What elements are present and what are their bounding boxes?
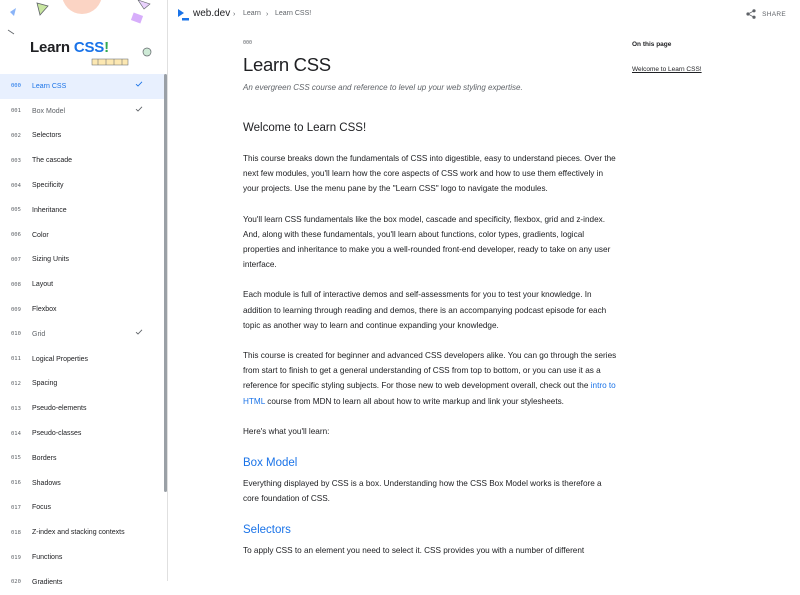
learn-list-intro: Here's what you'll learn: bbox=[243, 426, 330, 436]
toc-title: On this page bbox=[632, 41, 672, 48]
module-label: Sizing Units bbox=[32, 256, 69, 264]
module-label: The cascade bbox=[32, 157, 73, 165]
module-number: 019 bbox=[11, 554, 21, 561]
sidebar-item-flexbox[interactable] bbox=[0, 297, 165, 322]
share-button[interactable] bbox=[746, 9, 786, 19]
module-number: 012 bbox=[11, 380, 21, 387]
green-circle-shape bbox=[143, 48, 151, 56]
sidebar-item-color[interactable] bbox=[0, 223, 165, 248]
module-number: 004 bbox=[11, 182, 21, 189]
selectors-heading[interactable]: Selectors bbox=[243, 524, 291, 537]
module-label: Pseudo-classes bbox=[32, 430, 82, 438]
module-label: Shadows bbox=[32, 479, 61, 487]
peach-circle-shape bbox=[62, 0, 102, 14]
logo-bang-text: ! bbox=[104, 39, 109, 56]
breadcrumb-separator: › bbox=[266, 11, 269, 18]
module-number: 018 bbox=[11, 529, 21, 536]
module-number: 011 bbox=[11, 356, 21, 363]
module-number: 009 bbox=[11, 306, 21, 313]
breadcrumb-learn-css[interactable]: Learn CSS! bbox=[275, 10, 312, 17]
modules-paragraph: Each module is full of interactive demos and self-assessments for you to test your knowledge. In addition to learning through reading and demos, there is an accompanying podcast episode for each topic as another way to learn and continue expanding your knowledge. bbox=[243, 290, 607, 330]
top-bar bbox=[168, 0, 800, 30]
sidebar-item-pseudo-classes[interactable] bbox=[0, 421, 165, 446]
course-logo[interactable] bbox=[30, 39, 109, 56]
intro-to-html-link[interactable]: intro to HTML bbox=[243, 381, 616, 406]
module-number: 013 bbox=[11, 405, 21, 412]
module-label: Grid bbox=[32, 330, 46, 338]
module-number: 020 bbox=[11, 579, 21, 586]
purple-square-shape bbox=[131, 13, 143, 24]
share-icon bbox=[746, 9, 756, 19]
toc-link-welcome[interactable]: Welcome to Learn CSS! bbox=[632, 66, 702, 73]
sidebar-item-shadows[interactable] bbox=[0, 471, 165, 496]
audience-text-end: course from MDN to learn all about how to write markup and link your stylesheets. bbox=[264, 396, 564, 406]
check-icon bbox=[135, 80, 143, 88]
sidebar-item-z-index-and-stacking-contexts[interactable] bbox=[0, 520, 165, 545]
module-number: 007 bbox=[11, 256, 21, 263]
module-label: Learn CSS bbox=[32, 82, 67, 90]
course-hero bbox=[0, 0, 168, 72]
module-number: 008 bbox=[11, 281, 21, 288]
module-number: 003 bbox=[11, 157, 21, 164]
fundamentals-paragraph: You'll learn CSS fundamentals like the box model, cascade and specificity, flexbox, grid and z-index. And, along with these fundamentals, you'll learn about functions, color types, gradients, logical properties and inheritance to make you a well-rounded front-end developer, ready to take on any user interface. bbox=[243, 214, 611, 270]
hero-decoration bbox=[0, 0, 168, 72]
module-label: Specificity bbox=[32, 182, 64, 190]
small-triangle-shape bbox=[10, 8, 16, 16]
module-label: Borders bbox=[32, 454, 57, 462]
module-label: Z-index and stacking contexts bbox=[32, 529, 125, 537]
sidebar-item-borders[interactable] bbox=[0, 446, 165, 471]
sidebar-scrollbar[interactable] bbox=[164, 74, 167, 492]
module-label: Flexbox bbox=[32, 306, 57, 314]
sidebar-item-layout[interactable] bbox=[0, 272, 165, 297]
module-label: Functions bbox=[32, 554, 63, 562]
module-label: Logical Properties bbox=[32, 355, 89, 363]
welcome-heading: Welcome to Learn CSS! bbox=[243, 122, 367, 134]
sidebar-item-spacing[interactable] bbox=[0, 372, 165, 397]
module-number: 002 bbox=[11, 132, 21, 139]
audience-text: This course is created for beginner and advanced CSS developers alike. You can go through the series from start to finish to get a general understanding of CSS from top to bottom, or you can use it as a reference for specific styling subjects. For those new to web development overall, check out the bbox=[243, 351, 617, 391]
module-number: 005 bbox=[11, 207, 21, 214]
module-list bbox=[0, 74, 165, 595]
sidebar-item-learn-css[interactable] bbox=[0, 74, 165, 99]
module-label: Pseudo-elements bbox=[32, 405, 87, 413]
module-number: 014 bbox=[11, 430, 21, 437]
article bbox=[243, 40, 618, 559]
selectors-paragraph: To apply CSS to an element you need to select it. CSS provides you with a number of different bbox=[243, 546, 585, 556]
module-label: Color bbox=[32, 231, 49, 239]
module-number: 010 bbox=[11, 331, 21, 338]
box-model-heading[interactable]: Box Model bbox=[243, 457, 298, 470]
module-number: 000 bbox=[11, 83, 21, 90]
module-code: 000 bbox=[243, 40, 253, 46]
sidebar-item-the-cascade[interactable] bbox=[0, 148, 165, 173]
module-label: Layout bbox=[32, 281, 54, 289]
sidebar-item-functions[interactable] bbox=[0, 545, 165, 570]
sidebar-item-sizing-units[interactable] bbox=[0, 248, 165, 273]
module-label: Gradients bbox=[32, 578, 63, 586]
brand-name[interactable]: web.dev bbox=[193, 8, 231, 19]
sidebar-item-selectors[interactable] bbox=[0, 124, 165, 149]
triangle-shape bbox=[37, 3, 48, 15]
breadcrumb-learn[interactable]: Learn bbox=[243, 10, 261, 17]
module-label: Spacing bbox=[32, 380, 58, 388]
sidebar-item-gradients[interactable] bbox=[0, 570, 165, 595]
sidebar-item-logical-properties[interactable] bbox=[0, 347, 165, 372]
share-label: SHARE bbox=[762, 10, 786, 18]
module-number: 016 bbox=[11, 480, 21, 487]
logo-text: Learn bbox=[30, 39, 74, 56]
audience-paragraph bbox=[243, 348, 618, 409]
on-this-page-nav bbox=[632, 41, 782, 76]
module-label: Inheritance bbox=[32, 206, 67, 214]
lavender-triangle-shape bbox=[138, 0, 150, 9]
page-title: Learn CSS bbox=[243, 54, 331, 75]
sidebar bbox=[0, 0, 168, 586]
module-number: 017 bbox=[11, 504, 21, 511]
box-model-paragraph: Everything displayed by CSS is a box. Understanding how the CSS Box Model works is therefore a core foundation of CSS. bbox=[243, 479, 602, 504]
module-number: 015 bbox=[11, 455, 21, 462]
sidebar-item-specificity[interactable] bbox=[0, 173, 165, 198]
sidebar-item-box-model[interactable] bbox=[0, 99, 165, 124]
sidebar-item-grid[interactable] bbox=[0, 322, 165, 347]
sidebar-item-pseudo-elements[interactable] bbox=[0, 396, 165, 421]
logo-accent-text: CSS bbox=[73, 39, 105, 56]
intro-paragraph: This course breaks down the fundamentals of CSS into digestible, easy to understand pieces. Over the next few modules, you'll learn how the core aspects of CSS work and how to use them effectively in your projects. Use the menu pane by the "Learn CSS" logo to navigate the modules. bbox=[243, 154, 616, 194]
module-number: 001 bbox=[11, 108, 21, 115]
web-dev-logo-icon[interactable] bbox=[178, 9, 189, 21]
module-number: 006 bbox=[11, 232, 21, 239]
module-label: Selectors bbox=[32, 132, 62, 140]
check-icon bbox=[135, 105, 143, 113]
sidebar-item-inheritance[interactable] bbox=[0, 198, 165, 223]
check-icon bbox=[135, 328, 143, 336]
module-label: Box Model bbox=[32, 107, 66, 115]
sidebar-item-focus[interactable] bbox=[0, 496, 165, 521]
module-label: Focus bbox=[32, 504, 52, 512]
page-subtitle: An evergreen CSS course and reference to level up your web styling expertise. bbox=[243, 83, 523, 92]
breadcrumb-separator: › bbox=[233, 11, 236, 18]
striped-bar-shape bbox=[92, 59, 128, 65]
